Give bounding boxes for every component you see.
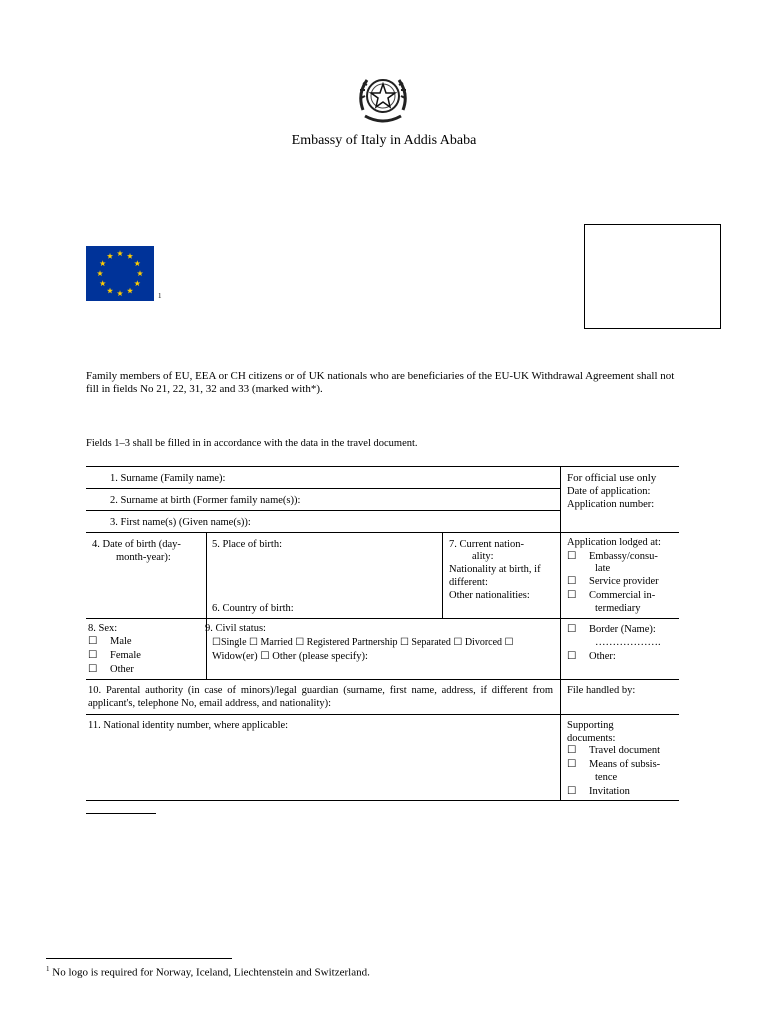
sex-other-label: Other [110,664,134,675]
field-place-of-birth[interactable]: 5. Place of birth: [212,539,282,550]
doc-travel-document-label: Travel document [589,745,661,756]
eu-star-icon [100,280,106,286]
doc-means-label-2: tence [595,772,618,783]
official-supporting-2: documents: [567,733,616,744]
footnote-mark: 1 [46,965,50,973]
civil-status-options-2[interactable]: Widow(er) ☐ Other (please specify): [212,651,368,662]
lodged-service-provider-label: Service provider [589,576,659,587]
eu-star-icon [137,270,143,276]
eu-star-icon [117,290,123,296]
checkbox-embassy[interactable]: ☐ [567,551,577,562]
eu-star-icon [127,288,133,294]
sex-option-female[interactable] [88,649,141,662]
official-date-of-application: Date of application: [567,486,651,497]
field-current-nationality-line2: ality: [472,551,494,562]
checkbox-other-official[interactable]: ☐ [567,651,577,662]
checkbox-travel-document[interactable]: ☐ [567,745,577,756]
checkbox-commercial[interactable]: ☐ [567,590,577,601]
official-file-handled: File handled by: [567,685,636,696]
field-surname[interactable]: 1. Surname (Family name): [110,473,226,484]
checkbox-border[interactable]: ☐ [567,624,577,635]
field-sex-label: 8. Sex: [88,623,118,634]
field-nationality-at-birth[interactable]: Nationality at birth, if [449,564,541,575]
official-border[interactable] [567,623,656,636]
embassy-title: Embassy of Italy in Addis Ababa [291,133,477,148]
sex-female-label: Female [110,650,141,661]
eu-flag-icon [86,246,154,301]
lodged-commercial[interactable] [567,589,655,602]
doc-means-label: Means of subsis- [589,759,661,770]
field-surname-at-birth[interactable]: 2. Surname at birth (Former family name(s)): [110,495,301,506]
doc-means-of-subsistence[interactable] [567,758,660,771]
field-nationality-at-birth-line2: different: [449,577,488,588]
footnote [46,965,370,979]
eu-star-icon [127,253,133,259]
lodged-embassy-label: Embassy/consu- [589,551,658,562]
doc-invitation-label: Invitation [589,786,630,797]
flag-footnote-ref: 1 [158,292,162,300]
lodged-embassy[interactable] [567,550,658,563]
official-lodged-at: Application lodged at: [567,537,661,548]
footnote-separator [46,958,232,959]
checkbox-invitation[interactable]: ☐ [567,786,577,797]
field-date-of-birth[interactable]: 4. Date of birth (day- [92,539,181,550]
field-civil-status-label: 9. Civil status: [205,623,266,634]
official-border-label: Border (Name): [589,624,656,635]
checkbox-other[interactable]: ☐ [88,664,98,675]
official-other-label: Other: [589,651,616,662]
footnote-text: No logo is required for Norway, Iceland, Liechtenstein and Switzerland. [52,966,370,979]
doc-invitation[interactable] [567,785,630,798]
checkbox-means[interactable]: ☐ [567,759,577,770]
checkbox-service-provider[interactable]: ☐ [567,576,577,587]
footnote-separator-short [86,813,156,814]
lodged-embassy-label-2: late [595,563,611,574]
sex-option-other[interactable] [88,663,134,676]
eu-star-icon [97,270,103,276]
intro-paragraph: Family members of EU, EEA or CH citizens or of UK nationals who are beneficiaries of the EU-UK Withdrawal Agreement shall not fill in fields No 21, 22, 31, 32 and 33 (marked with*). [86,370,675,395]
field-parental-authority[interactable]: 10. Parental authority (in case of minors)/legal guardian (surname, first name, address, if different from applicant's, telephone No, email address, and nationality): [88,685,553,709]
civil-status-options[interactable]: ☐Single ☐ Married ☐ Registered Partnership ☐ Separated ☐ Divorced ☐ [212,637,514,648]
official-other[interactable] [567,650,616,663]
italian-republic-emblem-icon [355,68,411,130]
eu-star-icon [117,250,123,256]
doc-travel-document[interactable] [567,744,660,757]
field-date-of-birth-line2: month-year): [116,552,171,563]
field-national-id[interactable]: 11. National identity number, where applicable: [88,720,289,731]
eu-star-icon [107,288,113,294]
photo-box [584,224,721,329]
eu-star-icon [107,253,113,259]
field-country-of-birth[interactable]: 6. Country of birth: [212,603,294,614]
lodged-commercial-label-2: termediary [595,603,641,614]
checkbox-female[interactable]: ☐ [88,650,98,661]
lodged-commercial-label: Commercial in- [589,590,656,601]
checkbox-male[interactable]: ☐ [88,636,98,647]
eu-star-icon [134,280,140,286]
official-use-title: For official use only [567,472,657,484]
sex-option-male[interactable] [88,635,132,648]
field-first-names[interactable]: 3. First name(s) (Given name(s)): [110,517,251,528]
field-other-nationalities[interactable]: Other nationalities: [449,590,530,601]
official-supporting: Supporting [567,720,614,731]
eu-star-icon [100,260,106,266]
field-current-nationality[interactable]: 7. Current nation- [449,539,524,550]
fields-note: Fields 1–3 shall be filled in in accordance with the data in the travel document. [86,438,418,449]
official-application-number: Application number: [567,499,655,510]
sex-male-label: Male [110,636,132,647]
official-border-dots: ………………. [595,637,661,648]
lodged-service-provider[interactable] [567,575,659,588]
eu-star-icon [134,260,140,266]
